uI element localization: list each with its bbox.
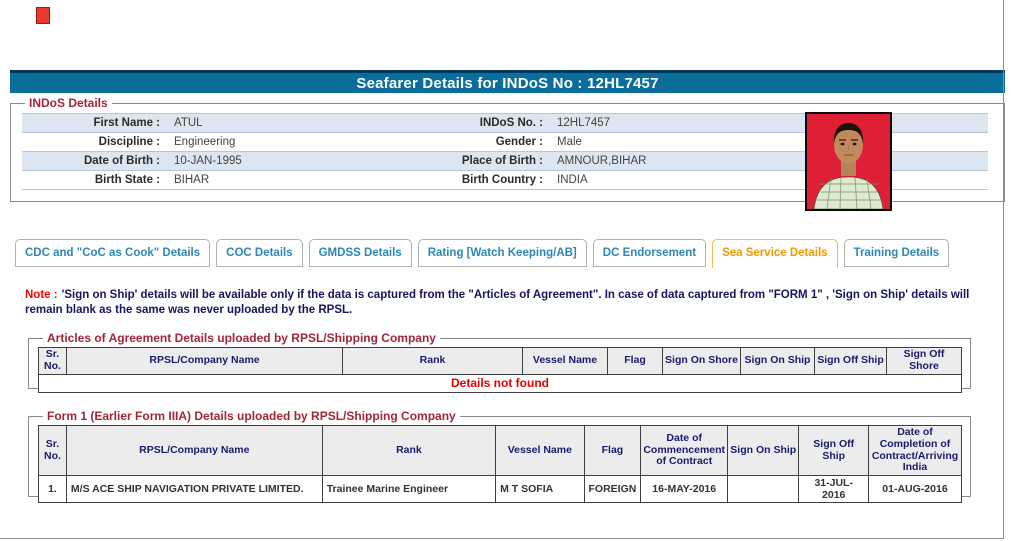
note-label: Note : xyxy=(25,289,58,301)
tab-training[interactable]: Training Details xyxy=(844,239,950,267)
field-label: Birth Country : xyxy=(404,171,547,190)
column-header: Sign Off Shore xyxy=(887,348,962,375)
field-value: BIHAR xyxy=(164,171,404,190)
table-cell: M T SOFIA xyxy=(496,476,584,503)
column-header: Vessel Name xyxy=(496,426,584,476)
column-header: RPSL/Company Name xyxy=(66,426,322,476)
page-right-border xyxy=(1003,0,1004,539)
articles-table xyxy=(38,347,962,393)
column-header: Flag xyxy=(584,426,641,476)
table-cell xyxy=(728,476,799,503)
tab-bar xyxy=(15,239,949,268)
tab-rating[interactable]: Rating [Watch Keeping/AB] xyxy=(418,239,587,267)
tab-gmdss[interactable]: GMDSS Details xyxy=(309,239,412,267)
table-cell: M/S ACE SHIP NAVIGATION PRIVATE LIMITED. xyxy=(66,476,322,503)
field-label: First Name : xyxy=(22,114,164,133)
tab-cdc-coc-cook[interactable]: CDC and "CoC as Cook" Details xyxy=(15,239,210,267)
field-value: ATUL xyxy=(164,114,404,133)
articles-of-agreement-fieldset xyxy=(28,331,971,389)
note-text: 'Sign on Ship' details will be available only if the data is captured from the "Articles of Agreement". In case of data captured from "FORM 1" , 'Sign on Ship' details will remain blank as the same was never uploaded by the RPSL. xyxy=(25,289,970,317)
form1-table xyxy=(38,425,962,503)
field-value: AMNOUR,BIHAR xyxy=(547,152,988,171)
column-header: Sign On Ship xyxy=(728,426,799,476)
tab-coc[interactable]: COC Details xyxy=(216,239,302,267)
page-bottom-border xyxy=(0,538,1004,539)
field-label: Discipline : xyxy=(22,133,164,152)
field-value: Male xyxy=(547,133,988,152)
column-header: Sign On Ship xyxy=(741,348,815,375)
column-header: Rank xyxy=(343,348,523,375)
column-header: Flag xyxy=(608,348,663,375)
field-label: INDoS No. : xyxy=(404,114,547,133)
table-cell: FOREIGN xyxy=(584,476,641,503)
field-label: Birth State : xyxy=(22,171,164,190)
seafarer-photo-image xyxy=(807,114,890,209)
column-header: Sign Off Ship xyxy=(815,348,887,375)
seafarer-photo xyxy=(805,112,892,211)
indos-details-legend: INDoS Details xyxy=(29,96,108,110)
column-header: Sign On Shore xyxy=(663,348,741,375)
column-header: RPSL/Company Name xyxy=(67,348,343,375)
table-row xyxy=(39,476,962,503)
column-header: Vessel Name xyxy=(523,348,608,375)
field-value: 10-JAN-1995 xyxy=(164,152,404,171)
column-header: Sr. No. xyxy=(39,348,67,375)
field-label: Date of Birth : xyxy=(22,152,164,171)
tab-dc-endorsement[interactable]: DC Endorsement xyxy=(593,239,706,267)
field-value: INDIA xyxy=(547,171,988,190)
articles-legend: Articles of Agreement Details uploaded by RPSL/Shipping Company xyxy=(47,331,436,345)
empty-message: Details not found xyxy=(39,374,962,392)
table-cell: 01-AUG-2016 xyxy=(868,476,961,503)
page-title-bar xyxy=(10,70,1005,93)
table-cell: 16-MAY-2016 xyxy=(641,476,728,503)
empty-row xyxy=(39,374,962,392)
broken-image-icon xyxy=(36,7,50,24)
field-label: Gender : xyxy=(404,133,547,152)
header-row xyxy=(39,426,962,476)
page-title: Seafarer Details for INDoS No : 12HL7457 xyxy=(356,74,659,92)
form1-legend: Form 1 (Earlier Form IIIA) Details uploaded by RPSL/Shipping Company xyxy=(47,409,456,423)
column-header: Rank xyxy=(322,426,495,476)
field-value: Engineering xyxy=(164,133,404,152)
tab-sea-service[interactable]: Sea Service Details xyxy=(712,239,838,268)
column-header: Sr. No. xyxy=(39,426,67,476)
column-header: Date of Completion of Contract/Arriving India xyxy=(868,426,961,476)
table-cell: Trainee Marine Engineer xyxy=(322,476,495,503)
header-row xyxy=(39,348,962,375)
form1-fieldset xyxy=(28,409,971,501)
field-label: Place of Birth : xyxy=(404,152,547,171)
column-header: Date of Commencement of Contract xyxy=(641,426,728,476)
note xyxy=(25,288,985,318)
column-header: Sign Off Ship xyxy=(799,426,869,476)
table-cell: 1. xyxy=(39,476,67,503)
field-value: 12HL7457 xyxy=(547,114,988,133)
table-cell: 31-JUL-2016 xyxy=(799,476,869,503)
